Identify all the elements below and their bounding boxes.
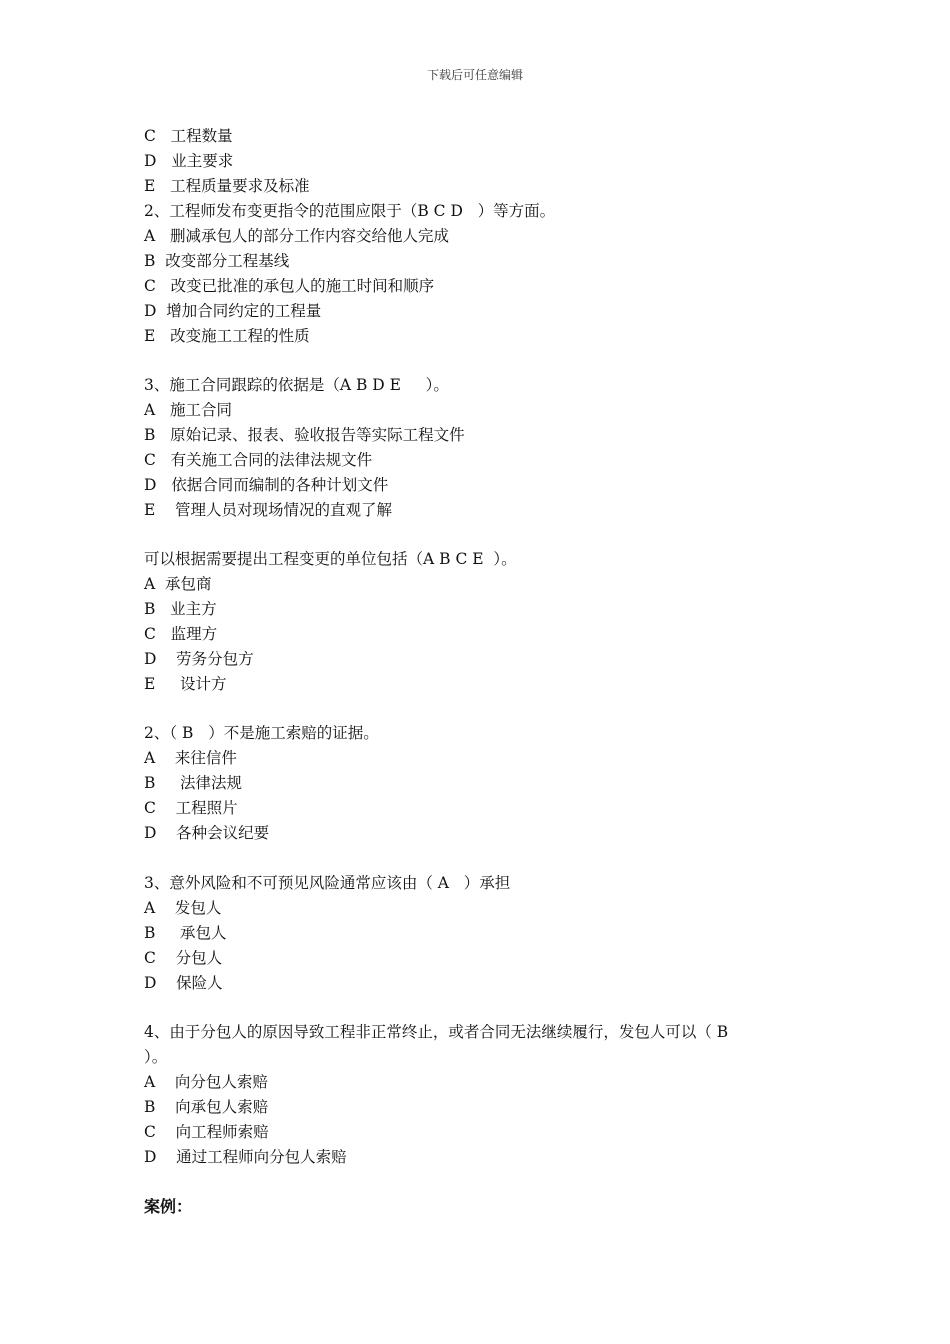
option-line: A 向分包人索赔 (144, 1073, 268, 1091)
option-line: E 工程质量要求及标准 (144, 177, 310, 195)
option-line: C 分包人 (144, 949, 223, 967)
option-line: D 保险人 (144, 974, 223, 992)
option-line: D 增加合同约定的工程量 (144, 302, 322, 320)
option-line: C 工程照片 (144, 799, 238, 817)
question-line: 3、意外风险和不可预见风险通常应该由（ A ）承担 (144, 874, 511, 892)
option-line: D 劳务分包方 (144, 650, 254, 668)
question-line: ）。 (144, 1048, 168, 1066)
option-line: E 设计方 (144, 675, 227, 693)
option-line: A 施工合同 (144, 401, 232, 419)
option-line: B 法律法规 (144, 774, 243, 792)
option-line: B 向承包人索赔 (144, 1098, 269, 1116)
case-heading: 案例： (144, 1197, 193, 1216)
option-line: C 监理方 (144, 625, 218, 643)
option-line: B 承包人 (144, 924, 227, 942)
option-line: A 删减承包人的部分工作内容交给他人完成 (144, 227, 449, 245)
option-line: A 发包人 (144, 899, 222, 917)
option-line: D 依据合同而编制的各种计划文件 (144, 476, 389, 494)
option-line: C 改变已批准的承包人的施工时间和顺序 (144, 277, 435, 295)
page-header: 下载后可任意编辑 (426, 68, 523, 82)
option-line: B 改变部分工程基线 (144, 252, 290, 270)
option-line: A 来往信件 (144, 749, 237, 767)
option-line: B 原始记录、报表、验收报告等实际工程文件 (144, 426, 465, 444)
option-line: E 改变施工工程的性质 (144, 327, 310, 345)
option-line: D 业主要求 (144, 152, 234, 170)
option-line: E 管理人员对现场情况的直观了解 (144, 501, 393, 519)
option-line: C 向工程师索赔 (144, 1123, 269, 1141)
question-line: 可以根据需要提出工程变更的单位包括（A B C E ）。 (144, 550, 517, 568)
option-line: C 工程数量 (144, 127, 233, 145)
option-line: D 通过工程师向分包人索赔 (144, 1148, 347, 1166)
option-line: B 业主方 (144, 600, 217, 618)
option-line: C 有关施工合同的法律法规文件 (144, 451, 373, 469)
question-line: 2、（ B ）不是施工索赔的证据。 (144, 724, 379, 742)
option-line: A 承包商 (144, 575, 212, 593)
question-line: 4、由于分包人的原因导致工程非正常终止，或者合同无法继续履行，发包人可以（ B (144, 1023, 729, 1041)
option-line: D 各种会议纪要 (144, 824, 270, 842)
question-line: 3、施工合同跟踪的依据是（A B D E ）。 (144, 376, 449, 394)
question-line: 2、工程师发布变更指令的范围应限于（B C D ）等方面。 (144, 202, 556, 220)
